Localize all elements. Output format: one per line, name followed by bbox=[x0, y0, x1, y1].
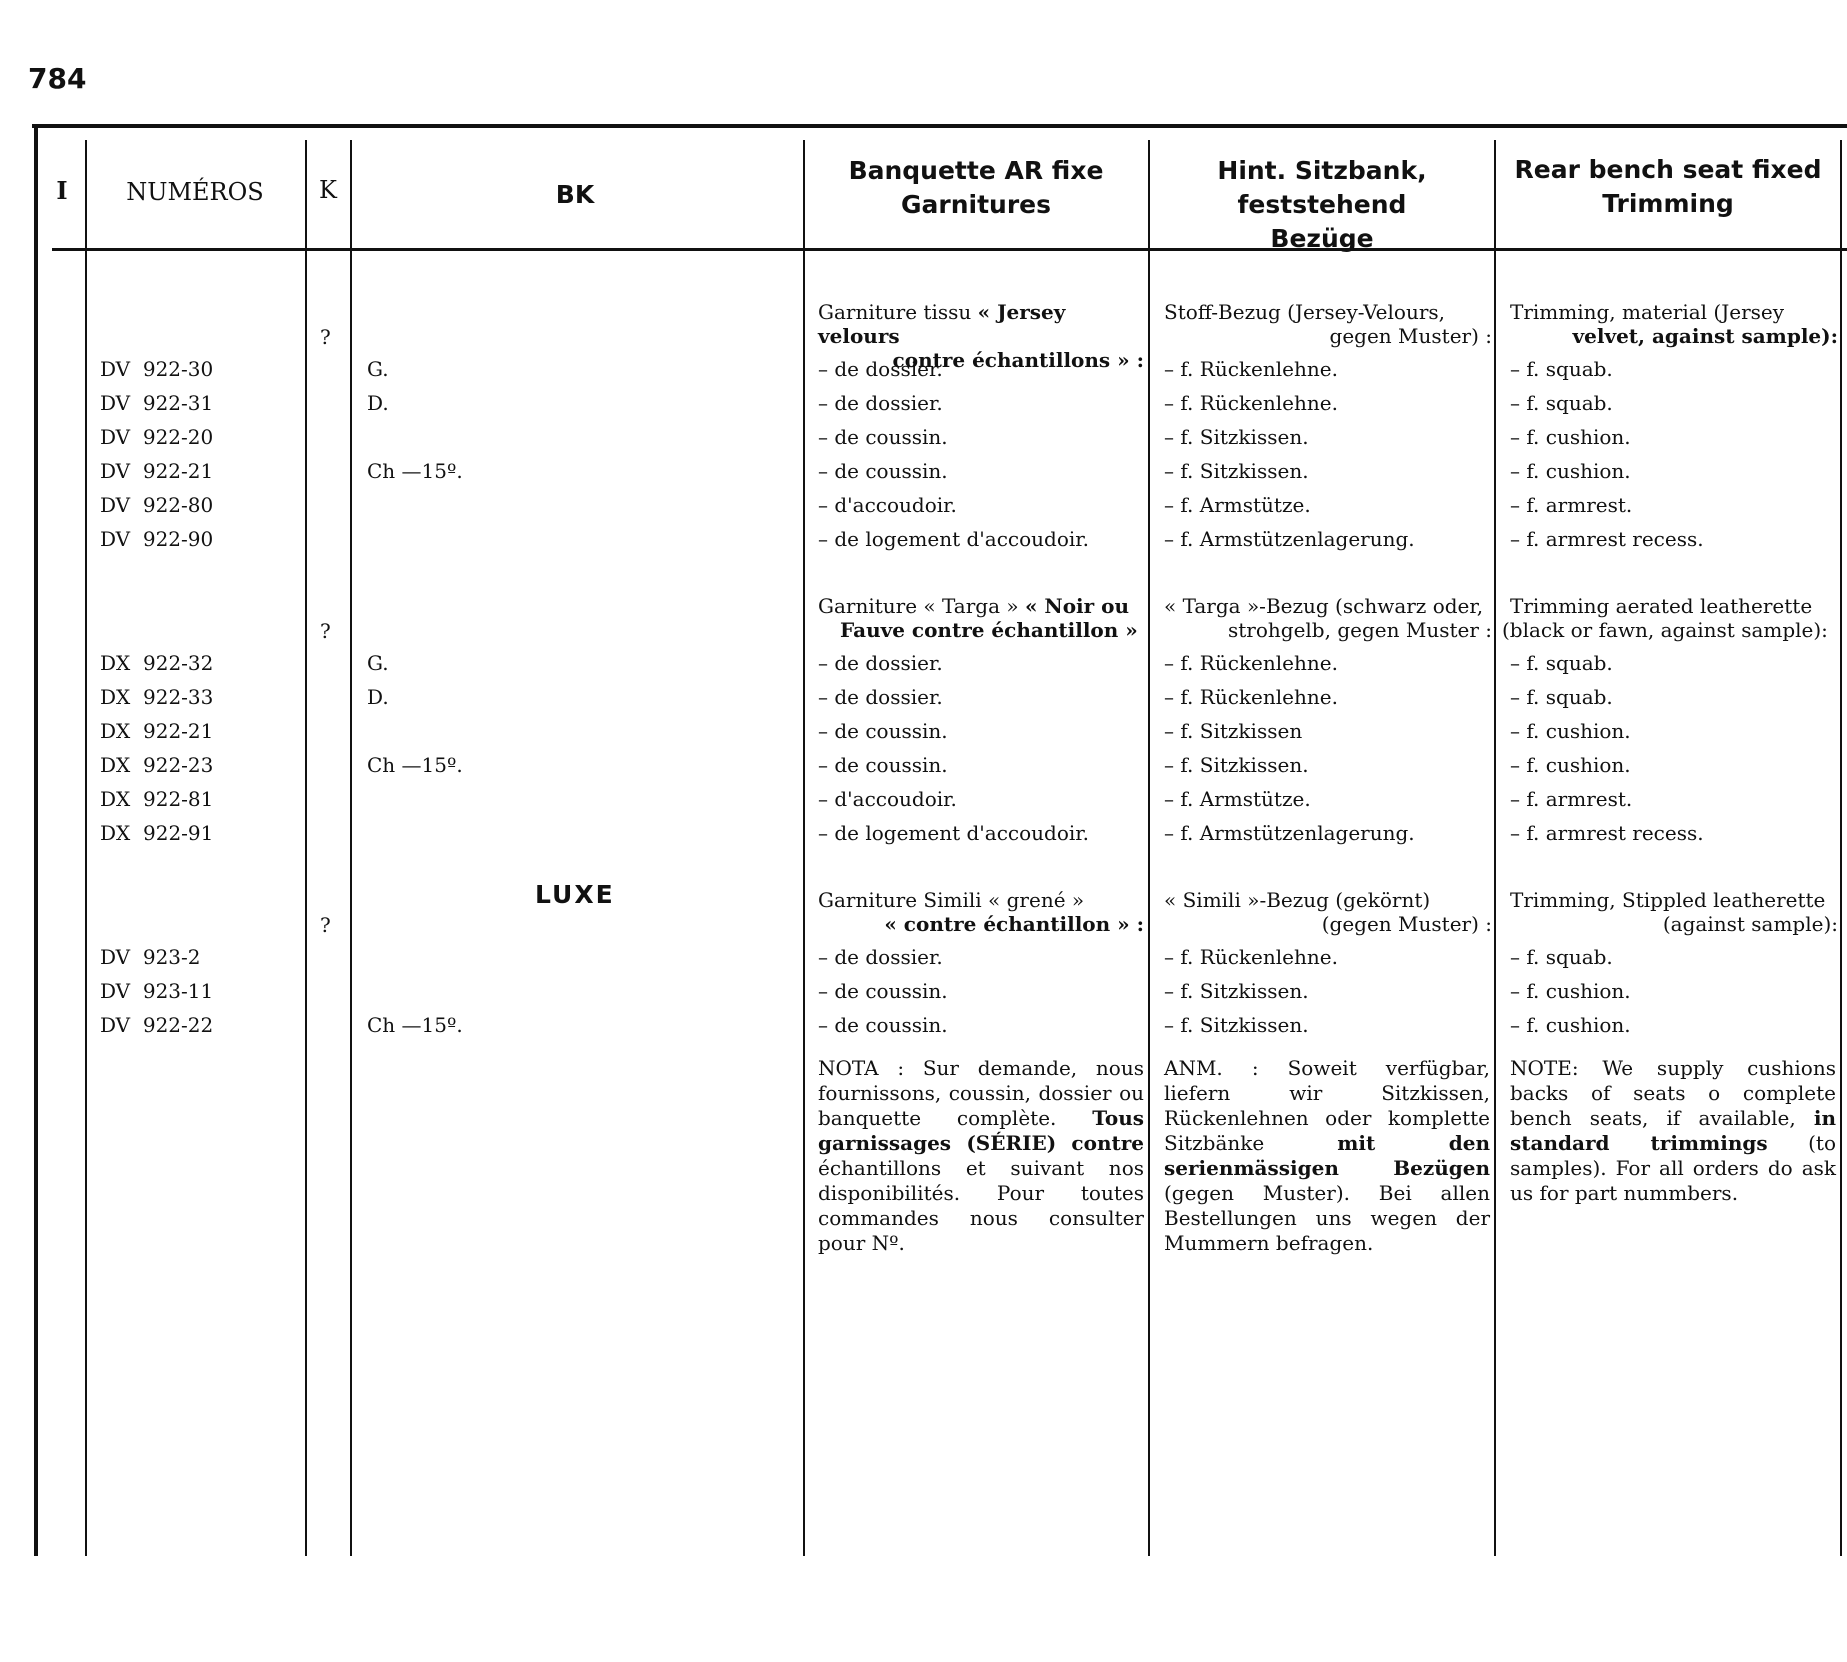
desc-english: – f. squab. bbox=[1510, 357, 1613, 381]
group-title-german bbox=[1164, 300, 1492, 348]
desc-french: – de coussin. bbox=[818, 1013, 948, 1037]
title-part: (black or fawn, against sample): bbox=[1502, 618, 1828, 642]
desc-french: – d'accoudoir. bbox=[818, 787, 957, 811]
desc-german: – f. Armstützenlagerung. bbox=[1164, 821, 1415, 845]
bk-variant: D. bbox=[367, 391, 389, 415]
bk-variant: Ch —15º. bbox=[367, 753, 463, 777]
header-divider bbox=[52, 248, 1847, 251]
note-part: NOTA : Sur demande, nous fournissons, coussin, dossier ou banquette complète. bbox=[818, 1056, 1144, 1130]
part-number: DX 922-33 bbox=[100, 685, 214, 709]
note-part-bold: mit den serienmässigen Bezügen bbox=[1164, 1131, 1490, 1180]
desc-french: – de coussin. bbox=[818, 719, 948, 743]
bk-variant: G. bbox=[367, 651, 389, 675]
desc-english: – f. armrest recess. bbox=[1510, 527, 1704, 551]
group-title-german bbox=[1164, 594, 1492, 642]
desc-german: – f. Sitzkissen. bbox=[1164, 459, 1309, 483]
title-part: gegen Muster) : bbox=[1329, 324, 1492, 348]
title-part-bold: « Noir ou bbox=[1024, 594, 1130, 618]
note-part: NOTE: We supply cushions backs of seats o complete bench seats, if available, bbox=[1510, 1056, 1836, 1130]
part-number: DV 923-11 bbox=[100, 979, 214, 1003]
bk-variant: Ch —15º. bbox=[367, 1013, 463, 1037]
note-english bbox=[1510, 1056, 1836, 1206]
col-divider-4 bbox=[803, 140, 805, 1556]
note-french bbox=[818, 1056, 1144, 1256]
col-divider-6 bbox=[1494, 140, 1496, 1556]
header-col-i: I bbox=[56, 176, 68, 205]
note-part: échantillons et suivant nos disponibilités. Pour toutes commandes nous consulter pour Nº. bbox=[818, 1156, 1144, 1255]
desc-english: – f. cushion. bbox=[1510, 753, 1631, 777]
header-french-line1: Banquette AR fixe bbox=[848, 156, 1104, 185]
desc-german: – f. Sitzkissen. bbox=[1164, 979, 1309, 1003]
title-part: « Simili »-Bezug (gekörnt) bbox=[1164, 888, 1431, 912]
desc-german: – f. Sitzkissen. bbox=[1164, 425, 1309, 449]
bk-variant: Ch —15º. bbox=[367, 459, 463, 483]
title-part-bold: « contre échantillon » : bbox=[884, 912, 1144, 936]
part-number: DV 922-20 bbox=[100, 425, 214, 449]
desc-english: – f. squab. bbox=[1510, 391, 1613, 415]
desc-english: – f. armrest recess. bbox=[1510, 821, 1704, 845]
group-marker-k: ? bbox=[320, 913, 331, 937]
title-part: (against sample): bbox=[1662, 912, 1838, 936]
note-part-bold: in standard trimmings bbox=[1510, 1106, 1836, 1155]
desc-german: – f. Rückenlehne. bbox=[1164, 391, 1338, 415]
desc-french: – de dossier. bbox=[818, 391, 943, 415]
desc-german: – f. Sitzkissen bbox=[1164, 719, 1303, 743]
col-divider-2 bbox=[305, 140, 307, 1556]
group-marker-k: ? bbox=[320, 325, 331, 349]
title-part: (gegen Muster) : bbox=[1321, 912, 1492, 936]
title-part: Garniture Simili « grené » bbox=[818, 888, 1085, 912]
header-french-line2: Garnitures bbox=[901, 190, 1051, 219]
desc-french: – de coussin. bbox=[818, 753, 948, 777]
luxe-label: LUXE bbox=[535, 880, 615, 909]
header-german bbox=[1152, 154, 1492, 256]
desc-english: – f. squab. bbox=[1510, 685, 1613, 709]
desc-german: – f. Armstütze. bbox=[1164, 493, 1311, 517]
desc-german: – f. Sitzkissen. bbox=[1164, 753, 1309, 777]
desc-english: – f. cushion. bbox=[1510, 719, 1631, 743]
col-divider-7 bbox=[1840, 140, 1842, 1556]
group-title-french bbox=[818, 594, 1144, 642]
desc-english: – f. cushion. bbox=[1510, 979, 1631, 1003]
page-number: 784 bbox=[28, 62, 87, 95]
group-title-french bbox=[818, 888, 1144, 936]
title-part: Trimming aerated leatherette bbox=[1510, 594, 1813, 618]
part-number: DV 922-90 bbox=[100, 527, 214, 551]
desc-german: – f. Rückenlehne. bbox=[1164, 357, 1338, 381]
part-number: DV 922-30 bbox=[100, 357, 214, 381]
title-part-bold: contre échantillons » : bbox=[892, 348, 1144, 372]
title-part-bold: « Jersey velours bbox=[818, 300, 1066, 348]
note-german bbox=[1164, 1056, 1490, 1256]
header-german-line2: Bezüge bbox=[1270, 224, 1374, 253]
desc-english: – f. cushion. bbox=[1510, 459, 1631, 483]
desc-english: – f. cushion. bbox=[1510, 1013, 1631, 1037]
title-part: Stoff-Bezug (Jersey-Velours, bbox=[1164, 300, 1446, 324]
col-divider-3 bbox=[350, 140, 352, 1556]
table-top-border bbox=[32, 124, 1847, 128]
group-title-english bbox=[1510, 888, 1838, 936]
bk-variant: D. bbox=[367, 685, 389, 709]
header-english-line2: Trimming bbox=[1602, 189, 1734, 218]
group-title-german bbox=[1164, 888, 1492, 936]
header-numeros: NUMÉROS bbox=[126, 178, 264, 206]
desc-german: – f. Rückenlehne. bbox=[1164, 685, 1338, 709]
desc-german: – f. Armstützenlagerung. bbox=[1164, 527, 1415, 551]
title-part: Garniture tissu bbox=[818, 300, 978, 324]
group-marker-k: ? bbox=[320, 619, 331, 643]
bk-variant: G. bbox=[367, 357, 389, 381]
desc-french: – de coussin. bbox=[818, 425, 948, 449]
desc-german: – f. Armstütze. bbox=[1164, 787, 1311, 811]
desc-german: – f. Rückenlehne. bbox=[1164, 945, 1338, 969]
desc-english: – f. armrest. bbox=[1510, 493, 1633, 517]
desc-french: – de logement d'accoudoir. bbox=[818, 821, 1090, 845]
desc-english: – f. squab. bbox=[1510, 651, 1613, 675]
part-number: DX 922-91 bbox=[100, 821, 214, 845]
col-divider-5 bbox=[1148, 140, 1150, 1556]
desc-english: – f. squab. bbox=[1510, 945, 1613, 969]
title-part: « Targa »-Bezug (schwarz oder, bbox=[1164, 594, 1484, 618]
desc-french: – de logement d'accoudoir. bbox=[818, 527, 1090, 551]
header-english bbox=[1498, 153, 1838, 221]
part-number: DV 922-31 bbox=[100, 391, 214, 415]
desc-french: – de dossier. bbox=[818, 357, 943, 381]
part-number: DX 922-81 bbox=[100, 787, 214, 811]
title-part: strohgelb, gegen Muster : bbox=[1227, 618, 1492, 642]
desc-french: – de dossier. bbox=[818, 945, 943, 969]
desc-french: – de dossier. bbox=[818, 685, 943, 709]
part-number: DV 922-22 bbox=[100, 1013, 214, 1037]
part-number: DV 922-21 bbox=[100, 459, 214, 483]
part-number: DV 922-80 bbox=[100, 493, 214, 517]
title-part-bold: Fauve contre échantillon » bbox=[840, 618, 1138, 642]
desc-german: – f. Sitzkissen. bbox=[1164, 1013, 1309, 1037]
desc-english: – f. armrest. bbox=[1510, 787, 1633, 811]
title-part: velvet, against sample): bbox=[1572, 324, 1838, 348]
desc-french: – de coussin. bbox=[818, 979, 948, 1003]
col-divider-1 bbox=[85, 140, 87, 1556]
part-number: DX 922-32 bbox=[100, 651, 214, 675]
part-number: DX 922-23 bbox=[100, 753, 214, 777]
desc-french: – d'accoudoir. bbox=[818, 493, 957, 517]
desc-english: – f. cushion. bbox=[1510, 425, 1631, 449]
desc-french: – de coussin. bbox=[818, 459, 948, 483]
header-k: K bbox=[319, 176, 337, 204]
desc-german: – f. Rückenlehne. bbox=[1164, 651, 1338, 675]
title-part: Garniture « Targa » bbox=[818, 594, 1025, 618]
header-english-line1: Rear bench seat fixed bbox=[1514, 155, 1822, 184]
title-part: Trimming, material (Jersey bbox=[1510, 300, 1785, 324]
part-number: DX 922-21 bbox=[100, 719, 214, 743]
note-part: ANM. : Soweit verfügbar, liefern wir Sitzkissen, Rückenlehnen oder komplette Sitzbänke bbox=[1164, 1056, 1490, 1155]
title-part: Trimming, Stippled leatherette bbox=[1510, 888, 1826, 912]
note-part: (to samples). For all orders do ask us for part nummbers. bbox=[1510, 1131, 1836, 1205]
table-left-border bbox=[34, 124, 38, 1556]
header-french bbox=[808, 154, 1144, 222]
header-german-line1: Hint. Sitzbank, feststehend bbox=[1217, 156, 1427, 219]
note-part-bold: Tous garnissages (SÉRIE) contre bbox=[818, 1106, 1144, 1155]
desc-french: – de dossier. bbox=[818, 651, 943, 675]
group-title-english bbox=[1502, 594, 1840, 642]
header-bk: BK bbox=[555, 180, 595, 209]
part-number: DV 923-2 bbox=[100, 945, 201, 969]
note-part: (gegen Muster). Bei allen Bestellungen uns wegen der Mummern befragen. bbox=[1164, 1181, 1490, 1255]
group-title-english bbox=[1510, 300, 1838, 348]
